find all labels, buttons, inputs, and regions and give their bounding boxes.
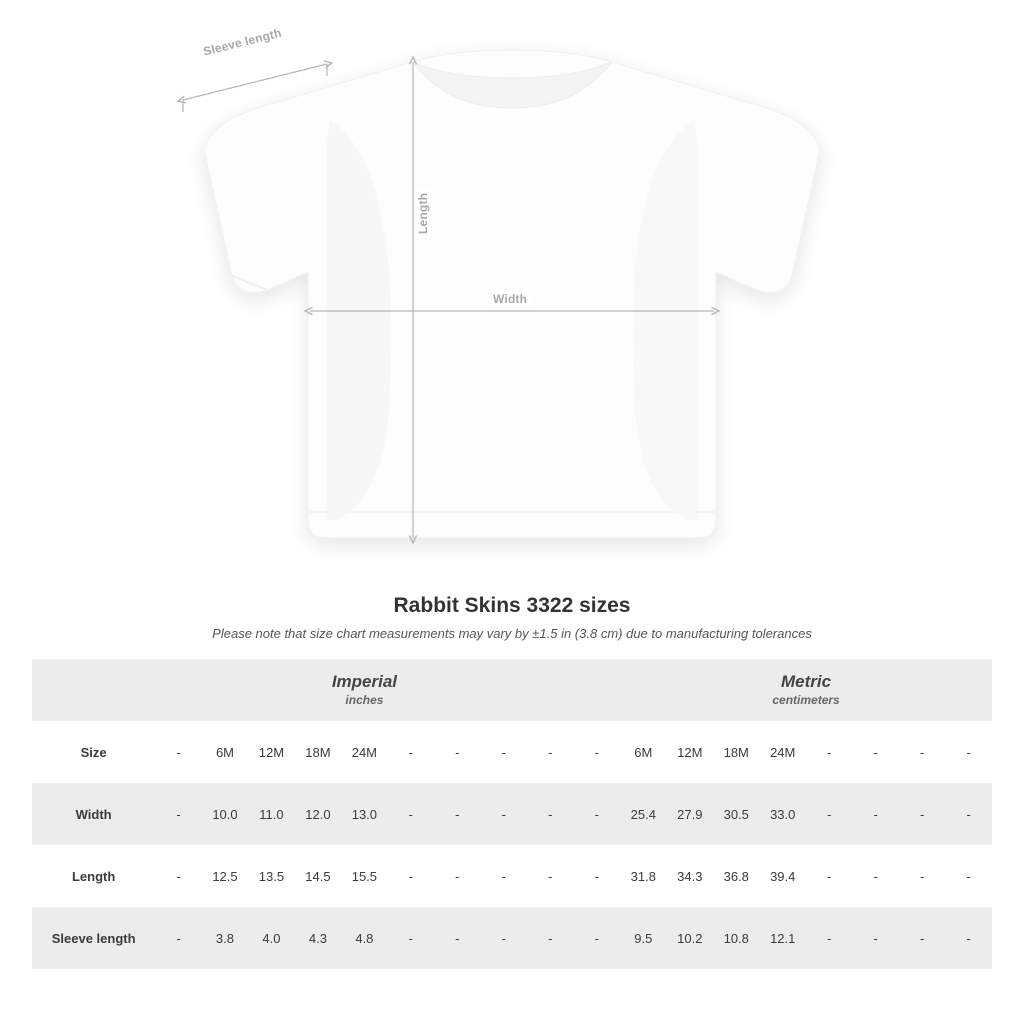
- cell: 33.0: [759, 783, 805, 845]
- cell: -: [574, 721, 620, 783]
- cell: -: [155, 907, 201, 969]
- cell: -: [434, 845, 480, 907]
- cell: -: [527, 907, 574, 969]
- cell: -: [155, 783, 201, 845]
- cell: 3.8: [202, 907, 248, 969]
- cell: 13.0: [341, 783, 387, 845]
- cell: 4.3: [295, 907, 341, 969]
- cell: -: [155, 845, 201, 907]
- table-row: [32, 721, 992, 783]
- cell: -: [574, 783, 620, 845]
- cell: -: [388, 845, 434, 907]
- cell: -: [388, 907, 434, 969]
- units-header-row: [32, 659, 992, 721]
- tolerance-note: Please note that size chart measurements may vary by ±1.5 in (3.8 cm) due to manufacturing tolerances: [212, 626, 812, 641]
- cell: 4.0: [248, 907, 294, 969]
- cell: 39.4: [759, 845, 805, 907]
- cell: 12.5: [202, 845, 248, 907]
- unit-header-gap: [574, 659, 620, 721]
- chart-heading: [0, 594, 1024, 641]
- cell: -: [852, 721, 898, 783]
- cell: 31.8: [620, 845, 666, 907]
- cell: 25.4: [620, 783, 666, 845]
- cell: -: [481, 721, 527, 783]
- cell: 12.1: [759, 907, 805, 969]
- size-chart-container: [32, 659, 992, 969]
- cell: 12M: [248, 721, 294, 783]
- cell: 24M: [759, 721, 805, 783]
- cell: 24M: [341, 721, 387, 783]
- row-label-size: Size: [32, 721, 155, 783]
- table-row: [32, 783, 992, 845]
- cell: -: [388, 783, 434, 845]
- cell: 12M: [667, 721, 713, 783]
- table-row: [32, 845, 992, 907]
- cell: -: [527, 721, 574, 783]
- sleeve-length-label: Sleeve length: [198, 25, 287, 60]
- cell: -: [481, 783, 527, 845]
- cell: -: [434, 907, 480, 969]
- cell: 10.8: [713, 907, 759, 969]
- cell: 30.5: [713, 783, 759, 845]
- cell: 36.8: [713, 845, 759, 907]
- cell: 11.0: [248, 783, 294, 845]
- cell: -: [945, 907, 992, 969]
- metric-name: Metric: [781, 671, 832, 691]
- size-chart-table: [32, 659, 992, 969]
- cell: -: [899, 721, 945, 783]
- cell: -: [434, 783, 480, 845]
- width-label: Width: [489, 292, 531, 306]
- cell: -: [388, 721, 434, 783]
- cell: 10.0: [202, 783, 248, 845]
- cell: 9.5: [620, 907, 666, 969]
- cell: 6M: [202, 721, 248, 783]
- row-label-length: Length: [32, 845, 155, 907]
- cell: -: [899, 845, 945, 907]
- cell: -: [527, 845, 574, 907]
- length-label: Length: [416, 189, 430, 238]
- cell: 10.2: [667, 907, 713, 969]
- cell: -: [852, 845, 898, 907]
- row-label-sleeve-length: Sleeve length: [32, 907, 155, 969]
- table-row: [32, 907, 992, 969]
- imperial-sub: inches: [345, 693, 384, 708]
- cell: -: [481, 845, 527, 907]
- cell: -: [574, 907, 620, 969]
- cell: -: [852, 907, 898, 969]
- page-title: Rabbit Skins 3322 sizes: [393, 594, 631, 617]
- cell: -: [806, 907, 852, 969]
- cell: -: [434, 721, 480, 783]
- cell: -: [899, 907, 945, 969]
- cell: -: [806, 845, 852, 907]
- cell: -: [155, 721, 201, 783]
- cell: -: [574, 845, 620, 907]
- cell: 13.5: [248, 845, 294, 907]
- row-label-width: Width: [32, 783, 155, 845]
- cell: -: [806, 721, 852, 783]
- cell: -: [481, 907, 527, 969]
- cell: 4.8: [341, 907, 387, 969]
- metric-sub: centimeters: [772, 693, 840, 708]
- imperial-name: Imperial: [331, 671, 398, 691]
- cell: -: [945, 845, 992, 907]
- cell: -: [945, 783, 992, 845]
- cell: -: [899, 783, 945, 845]
- unit-header-empty: [32, 659, 155, 721]
- cell: 27.9: [667, 783, 713, 845]
- cell: 15.5: [341, 845, 387, 907]
- cell: -: [527, 783, 574, 845]
- cell: -: [852, 783, 898, 845]
- unit-header-metric: [620, 659, 992, 721]
- cell: -: [806, 783, 852, 845]
- cell: 34.3: [667, 845, 713, 907]
- cell: 18M: [713, 721, 759, 783]
- cell: 18M: [295, 721, 341, 783]
- cell: 14.5: [295, 845, 341, 907]
- cell: 12.0: [295, 783, 341, 845]
- cell: 6M: [620, 721, 666, 783]
- unit-header-imperial: [155, 659, 573, 721]
- cell: -: [945, 721, 992, 783]
